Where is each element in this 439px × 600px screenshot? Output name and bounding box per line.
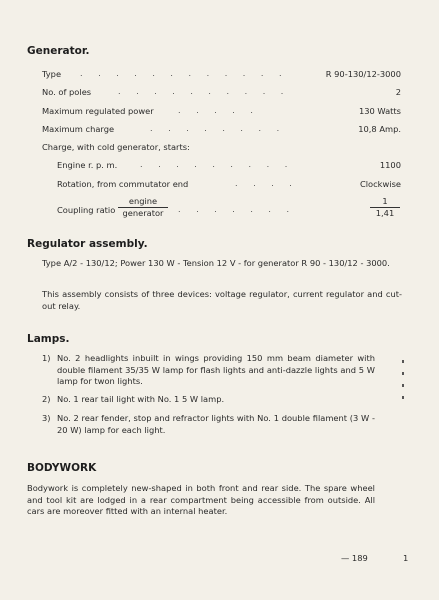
list-item: No. 1 rear tail light with No. 1 5 W lamp.: [57, 394, 225, 404]
coupling-fraction: [118, 196, 168, 219]
spec-label: Maximum regulated power: [42, 106, 154, 116]
page-number: — 189: [341, 553, 368, 563]
leader-dots: . . . .: [235, 179, 299, 188]
bodywork-paragraph: Bodywork is completely new-shaped in both front and rear side. The spare wheel and tool kit are lodged in a rear compartment being accessible from outside. All cars are moreover fitted with an internal heater.: [27, 483, 375, 516]
coupling-value-fraction: [370, 196, 400, 219]
leader-dots: . . . . . . . .: [150, 124, 286, 133]
fraction-denominator: 1,41: [375, 208, 395, 218]
leader-dots: . . . . . . . . . . . .: [80, 69, 288, 78]
regulator-description-paragraph: This assembly consists of three devices: voltage regulator, current regulator and cut-out relay.: [42, 289, 402, 311]
regulator-heading: Regulator assembly.: [27, 238, 148, 250]
edge-mark: [402, 372, 404, 375]
leader-dots: . . . . .: [178, 106, 260, 115]
spec-label: Maximum charge: [42, 124, 115, 134]
edge-mark: [402, 384, 404, 387]
fraction-numerator: engine: [118, 196, 168, 208]
lamps-heading: Lamps.: [27, 333, 70, 345]
edge-mark: [402, 360, 404, 363]
spec-value: 130 Watts: [358, 106, 401, 116]
list-item-number: 2): [42, 394, 51, 404]
leader-dots: . . . . . . .: [178, 205, 296, 214]
spec-label: Coupling ratio: [57, 205, 116, 215]
list-item: No. 2 rear fender, stop and refractor lights with No. 1 double filament (3 W - 20 W) lamp for each light.: [57, 413, 375, 435]
bodywork-heading: BODYWORK: [27, 462, 97, 474]
list-item-number: 1): [42, 353, 51, 363]
spec-label: Rotation, from commutator end: [57, 179, 189, 189]
fraction-denominator: generator: [122, 208, 164, 218]
list-item: No. 2 headlights inbuilt in wings providing 150 mm beam diameter with double filament 35/35 W lamp for flash lights and anti-dazzle lights and 5 W lamp for twon lights.: [57, 353, 375, 386]
spec-label: Type: [42, 69, 62, 79]
edge-mark: [402, 396, 404, 399]
spec-value: 2: [395, 87, 401, 97]
cold-start-label: Charge, with cold generator, starts:: [42, 142, 190, 152]
regulator-type-paragraph: Type A/2 - 130/12; Power 130 W - Tension 12 V - for generator R 90 - 130/12 - 3000.: [42, 258, 390, 268]
margin-number: 1: [403, 553, 409, 563]
fraction-numerator: 1: [370, 196, 400, 208]
spec-value: Clockwise: [359, 179, 401, 189]
generator-heading: Generator.: [27, 45, 90, 57]
spec-label: No. of poles: [42, 87, 92, 97]
leader-dots: . . . . . . . . .: [140, 160, 294, 169]
list-item-number: 3): [42, 413, 51, 423]
spec-label: Engine r. p. m.: [57, 160, 118, 170]
spec-value: R 90-130/12-3000: [325, 69, 401, 79]
spec-value: 1100: [379, 160, 401, 170]
spec-value: 10,8 Amp.: [358, 124, 401, 134]
leader-dots: . . . . . . . . . .: [118, 87, 290, 96]
